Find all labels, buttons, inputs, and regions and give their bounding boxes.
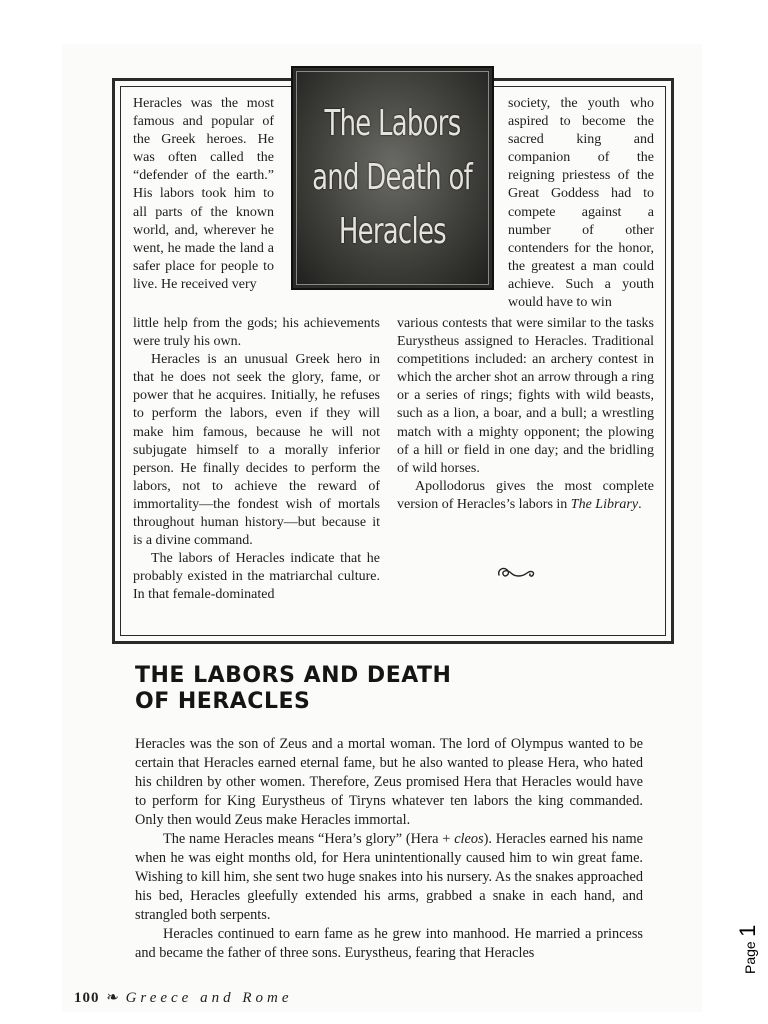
running-title: Greece and Rome bbox=[125, 990, 293, 1006]
page-footer bbox=[74, 988, 292, 1007]
sidebar-lower-right-p2-text: Apollodorus gives the most complete version of Heracles’s labors in bbox=[397, 478, 654, 512]
sidebar-lower-left-p1: little help from the gods; his achievements were truly his own. bbox=[133, 316, 380, 350]
footer-ornament-icon: ❧ bbox=[106, 990, 119, 1006]
flourish-ornament-icon bbox=[495, 563, 545, 585]
sidebar-lower-right-p1: various contests that were similar to the tasks Eurystheus assigned to Heracles. Traditional competitions included: an archery contest in which the archer shot an arrow through a ring or a series of rings; fights with wild beasts, such as a lion, a boar, and a bull; a wrestling match with a mighty opponent; the plowing of a hill or field in one day; and the bridling of wild horses. bbox=[397, 316, 654, 476]
article-paragraph-1: Heracles was the son of Zeus and a mortal woman. The lord of Olympus wanted to be certain that Heracles earned eternal fame, but he also wanted to please Hera, who hated his children by other women. Therefore, Zeus promised Hera that Heracles would have to perform for King Eurystheus of Tiryns whatever ten labors the king commanded. Only then would Zeus make Heracles immortal. bbox=[135, 736, 643, 828]
article-paragraph-2 bbox=[135, 830, 643, 925]
sidebar-left-column bbox=[133, 95, 274, 294]
sidebar-right-column bbox=[508, 95, 654, 312]
article-heading-line-1: THE LABORS AND DEATH bbox=[135, 663, 452, 688]
article-body bbox=[135, 735, 643, 963]
page-label bbox=[735, 924, 765, 980]
sidebar-lower-left-p2: Heracles is an unusual Greek hero in that he does not seek the glory, fame, or power that he acquires. Initially, he refuses to perform the labors, even if they will make him famous, because he will not subjugate himself to a morally inferior person. He finally decides to perform the labors, not to achieve the reward of immortality—the fondest wish of mortals throughout human history—but because it is a divine command. bbox=[133, 352, 380, 549]
page-number: 100 bbox=[74, 990, 100, 1006]
sidebar-lower-right-p2 bbox=[397, 478, 654, 514]
sidebar-title-panel bbox=[291, 66, 494, 290]
sidebar-lower-right-p2-end: . bbox=[638, 496, 642, 512]
sidebar-lower-left-column bbox=[133, 315, 380, 605]
article-paragraph-2-rest: ). Heracles earned his name when he was eight months old, for Hera unintentionally caused him to win great fame. Wishing to kill him, she sent two huge snakes into his nursery. As the snakes approached his bed, Heracles gleefully extended his arms, grabbed a snake in each hand, and strangled both serpents. bbox=[135, 831, 643, 923]
article-paragraph-2-text: The name Heracles means “Hera’s glory” (Hera + bbox=[163, 831, 455, 847]
article-paragraph-3: Heracles continued to earn fame as he grew into manhood. He married a princess and became the father of three sons. Eurystheus, fearing that Heracles bbox=[135, 926, 643, 961]
book-title: The Library bbox=[570, 496, 639, 512]
sidebar-lower-left-p3: The labors of Heracles indicate that he probably existed in the matriarchal culture. In that female-dominated bbox=[133, 551, 380, 603]
page-label-number: 1 bbox=[735, 924, 760, 937]
page-label-word: Page bbox=[742, 941, 758, 974]
sidebar-title-line-1: The Labors bbox=[324, 103, 461, 144]
article-heading-line-2: OF HERACLES bbox=[135, 689, 311, 714]
sidebar-title-line-3: Heracles bbox=[338, 211, 447, 252]
article-heading bbox=[135, 663, 451, 715]
sidebar-left-text: Heracles was the most famous and popular of the Greek heroes. He was often called the “defender of the earth.” His labors took him to all parts of the known world, and, wherever he went, he made the land a safer place for people to live. He received very bbox=[133, 96, 274, 292]
greek-term: cleos bbox=[454, 831, 484, 847]
sidebar-title-line-2: and Death of bbox=[312, 157, 473, 198]
sidebar-lower-right-column bbox=[397, 315, 654, 514]
sidebar-right-text: society, the youth who aspired to become the sacred king and companion of the reigning priestess of the Great Goddess had to compete against a number of other contenders for the honor, the greatest a man could achieve. Such a youth would have to win bbox=[508, 96, 654, 311]
